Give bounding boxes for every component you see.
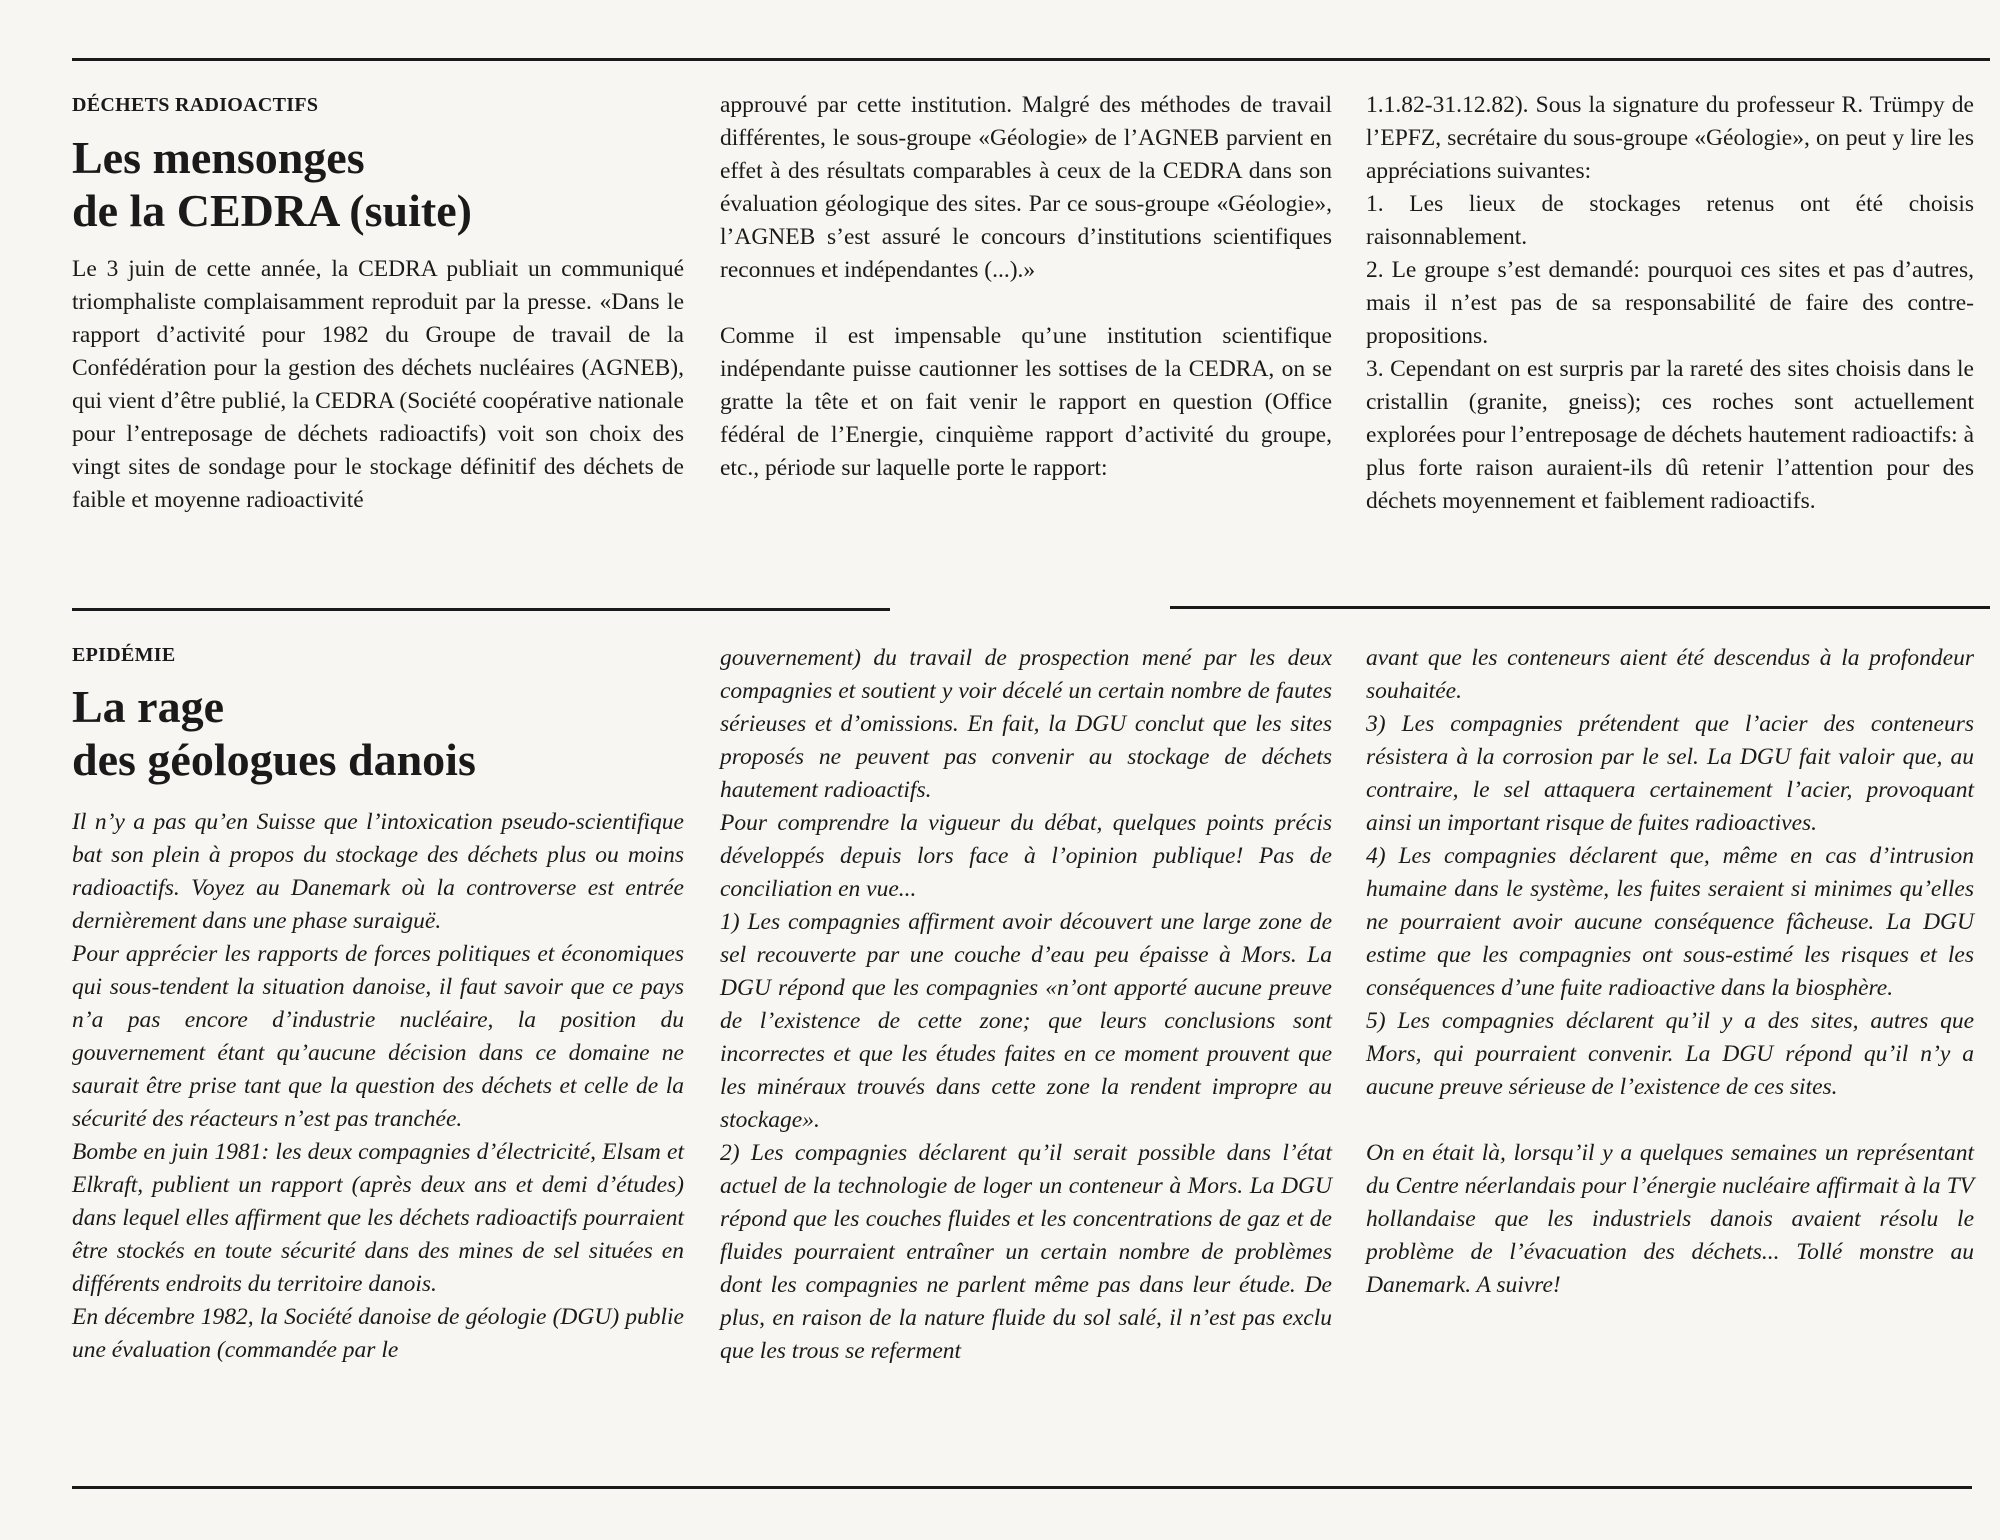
list-item: 4) Les compagnies déclarent que, même en cas d’intrusion humaine dans le système, les fuites seraient si minimes qu’elles ne pourraient avoir aucune conséquence fâcheuse. La DGU estime que les compagnies ont sous-estimé les risques et les conséquences d’une fuite radioactive dans la biosphère.: [1366, 843, 1974, 1001]
article1-column-1: [72, 253, 684, 517]
list-item: 2) Les compagnies déclarent qu’il serait possible dans l’état actuel de la technologie de loger un conteneur à Mors. La DGU répond que les couches fluides et les concentrations de gaz et de fluides pourraient entraîner un certain nombre de problèmes dont les compagnies ne parlent même pas dans leur étude. De plus, en raison de la nature fluide du sol salé, il n’est pas exclu que les trous se referment: [720, 1140, 1332, 1364]
paragraph: En décembre 1982, la Société danoise de géologie (DGU) publie une évaluation (commandée par le: [72, 1304, 684, 1363]
list-item: 3) Les compagnies prétendent que l’acier des conteneurs résistera à la corrosion par le sel. La DGU fait valoir que, au contraire, le sel attaquera certainement l’acier, provoquant ainsi un important risque de fuites radioactives.: [1366, 711, 1974, 836]
paragraph: Comme il est impensable qu’une institution scientifique indépendante puisse cautionner les sottises de la CEDRA, on se gratte la tête et on fait venir le rapport en question (Office fédéral de l’Energie, cinquième rapport d’activité du groupe, etc., période sur laquelle porte le rapport:: [720, 323, 1332, 481]
article1-headline-line2: de la CEDRA (suite): [72, 185, 472, 236]
article1-headline-line1: Les mensonges: [72, 132, 365, 183]
paragraph: avant que les conteneurs aient été descendus à la profondeur souhaitée.: [1366, 645, 1974, 704]
paragraph: Il n’y a pas qu’en Suisse que l’intoxication pseudo-scientifique bat son plein à propos du stockage des déchets plus ou moins radioactifs. Voyez au Danemark où la controverse est entrée dernièrement dans une phase suraiguë.: [72, 809, 684, 934]
paragraph: 1.1.82-31.12.82). Sous la signature du professeur R. Trümpy de l’EPFZ, secrétaire du sous-groupe «Géologie», on peut y lire les appréciations suivantes:: [1366, 92, 1974, 184]
paragraph: Bombe en juin 1981: les deux compagnies d’électricité, Elsam et Elkraft, publient un rapport (après deux ans et demi d’études) dans lequel elles affirment que les déchets radioactifs pourraient être stockés en toute sécurité dans des mines de sel situées en différents endroits du territoire danois.: [72, 1139, 684, 1297]
article2-headline: [72, 680, 476, 786]
bottom-rule: [72, 1486, 1972, 1489]
paragraph: Pour apprécier les rapports de forces politiques et économiques qui sous-tendent la situation danoise, il faut savoir que ce pays n’a pas encore d’industrie nucléaire, la position du gouvernement étant qu’aucune décision dans ce domaine ne saurait être prise tant que la question des déchets et celle de la sécurité des réacteurs n’est pas tranchée.: [72, 941, 684, 1132]
article2-headline-line1: La rage: [72, 681, 225, 732]
paragraph: approuvé par cette institution. Malgré des méthodes de travail différentes, le sous-groupe «Géologie» de l’AGNEB parvient en effet à des résultats comparables à ceux de la CEDRA dans son évaluation géologique des sites. Par ce sous-groupe «Géologie», l’AGNEB s’est assuré le concours d’institutions scientifiques reconnues et indépendantes (...).»: [720, 92, 1332, 283]
list-item: 2. Le groupe s’est demandé: pourquoi ces sites et pas d’autres, mais il n’est pas de sa responsabilité de faire des contre-propositions.: [1366, 257, 1974, 349]
paragraph: Le 3 juin de cette année, la CEDRA publiait un communiqué triomphaliste complaisamment reproduit par la presse. «Dans le rapport d’activité pour 1982 du Groupe de travail de la Confédération pour la gestion des déchets nucléaires (AGNEB), qui vient d’être publié, la CEDRA (Société coopérative nationale pour l’entreposage de déchets radioactifs) voit son choix des vingt sites de sondage pour le stockage définitif des déchets de faible et moyenne radioactivité: [72, 256, 684, 513]
paragraph: gouvernement) du travail de prospection mené par les deux compagnies et soutient y voir décelé un certain nombre de fautes sérieuses et d’omissions. En fait, la DGU conclut que les sites proposés ne peuvent pas convenir au stockage de déchets hautement radioactifs.: [720, 645, 1332, 803]
article2-column-2: [720, 642, 1332, 1368]
list-item: 3. Cependant on est surpris par la rareté des sites choisis dans le cristallin (granite, gneiss); ces roches sont actuellement explorées pour l’entreposage de déchets hautement radioactifs: à plus forte raison auraient-ils dû retenir l’attention pour des déchets moyennement et faiblement radioactifs.: [1366, 356, 1974, 514]
article1-column-3: [1366, 89, 1974, 518]
list-item: 5) Les compagnies déclarent qu’il y a des sites, autres que Mors, qui pourraient convenir. La DGU répond qu’il n’y a aucune preuve sérieuse de l’existence de ces sites.: [1366, 1008, 1974, 1100]
section-divider-left: [72, 608, 890, 611]
article1-headline: [72, 131, 472, 237]
article1-column-2: [720, 89, 1332, 485]
paragraph: Pour comprendre la vigueur du débat, quelques points précis développés depuis lors face à l’opinion publique! Pas de conciliation en vue...: [720, 810, 1332, 902]
article2-kicker: EPIDÉMIE: [72, 644, 176, 666]
article2-headline-line2: des géologues danois: [72, 734, 476, 785]
article1-kicker: DÉCHETS RADIOACTIFS: [72, 94, 319, 116]
article2-column-1: [72, 806, 684, 1367]
article2-column-3: [1366, 642, 1974, 1302]
top-rule: [72, 58, 1990, 61]
paragraph: On en était là, lorsqu’il y a quelques semaines un représentant du Centre néerlandais pour l’énergie nucléaire affirmait à la TV hollandaise que les industriels danois avaient résolu le problème de l’évacuation des déchets... Tollé monstre au Danemark. A suivre!: [1366, 1140, 1974, 1298]
section-divider-right: [1170, 606, 1990, 609]
list-item: 1) Les compagnies affirment avoir découvert une large zone de sel recouverte par une couche d’eau peu épaisse à Mors. La DGU répond que les compagnies «n’ont apporté aucune preuve de l’existence de cette zone; que leurs conclusions sont incorrectes et que les études faites en ce moment prouvent que les minéraux trouvés dans cette zone la rendent impropre au stockage».: [720, 909, 1332, 1133]
list-item: 1. Les lieux de stockages retenus ont été choisis raisonnablement.: [1366, 191, 1974, 250]
